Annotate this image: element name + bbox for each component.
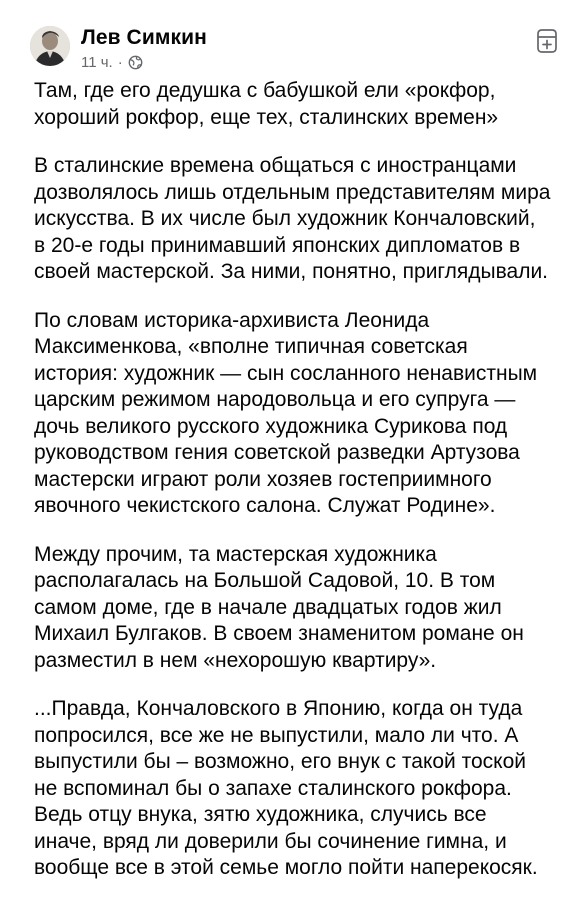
globe-icon[interactable] xyxy=(128,55,143,70)
post-meta xyxy=(81,54,143,71)
post-paragraph-1: Там, где его дедушка с бабушкой ели «рокфор, хороший рокфор, еще тех, сталинских времен» xyxy=(34,79,499,129)
post-paragraph-3: По словам историка-архивиста Леонида Максименкова, «вполне типичная советская история: художник — сын сосланного ненавистным царским режимом народовольца и его супруга — дочь великого русского художника Сурикова под руководством гения советской разведки Артузова мастерски играют роли хозяев гостеприимного явочного чекистского салона. Служат Родине». xyxy=(34,308,538,517)
bookmark-add-icon[interactable] xyxy=(534,26,560,54)
post-header xyxy=(30,20,564,76)
author-name[interactable]: Лев Симкин xyxy=(81,26,207,49)
author-avatar[interactable] xyxy=(30,26,70,66)
meta-separator: · xyxy=(117,54,123,71)
post-paragraph-4: Между прочим, та мастерская художника располагалась на Большой Садовой, 10. В том самом доме, где в начале двадцатых годов жил Михаил Булгаков. В своем знаменитом романе он разместил в нем «нехорошую квартиру». xyxy=(34,542,524,672)
avatar-photo-icon xyxy=(30,26,70,66)
post-content xyxy=(34,78,574,900)
post-time[interactable]: 11 ч. xyxy=(81,54,113,71)
post-paragraph-5: ...Правда, Кончаловского в Японию, когда он туда попросился, все же не выпустили, мало ли что. А выпустили бы – возможно, его внук с такой тоской не вспоминал бы о запахе сталинского рокфора. Ведь отцу внука, зятю художника, случись все иначе, вряд ли доверили бы сочинение гимна, и вообще все в этой семье могло пойти наперекосяк. xyxy=(34,697,538,879)
post-paragraph-2: В сталинские времена общаться с иностранцами дозволялось лишь отдельным представителям мира искусства. В их числе был художник Кончаловский, в 20-е годы принимавший японских дипломатов в своей мастерской. За ними, понятно, приглядывали. xyxy=(34,154,551,283)
